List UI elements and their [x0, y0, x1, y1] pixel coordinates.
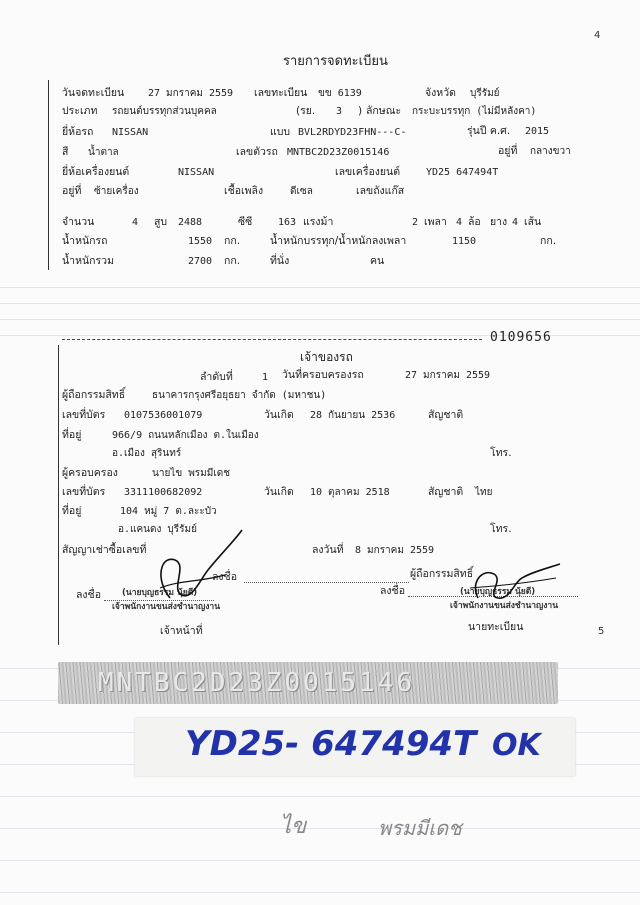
owner-sign-title: ผู้ถือกรรมสิทธิ์ [410, 568, 474, 580]
holder-addr-value: 104 หมู่ 7 ต.ละะบัว [120, 506, 217, 517]
province-value: บุรีรัมย์ [470, 88, 500, 99]
owner-card-label: เลขที่บัตร [62, 409, 106, 421]
hp-label: แรงม้า [303, 216, 334, 228]
axle-label: เพลา [424, 216, 447, 228]
engine-no-label: เลขเครื่องยนต์ [335, 166, 401, 178]
year-label: รุ่นปี ค.ศ. [467, 125, 511, 137]
chassis-loc-label: อยู่ที่ [498, 145, 518, 157]
color-value: น้ำตาล [88, 147, 119, 158]
sign-line-upper [244, 582, 409, 583]
owner-nationality-label: สัญชาติ [428, 409, 464, 421]
style-label: ลักษณะ [366, 105, 402, 117]
chassis-loc-value: กลางขวา [530, 146, 571, 157]
cyl-label: สูบ [154, 216, 168, 228]
reg-no-label: เลขทะเบียน [254, 87, 308, 99]
owner-addr2: อ.เมือง สุรินทร์ [112, 448, 182, 459]
owner-label: ผู้ถือกรรมสิทธิ์ [62, 389, 126, 401]
page-number-top: 4 [594, 30, 601, 41]
axle-value: 2 [412, 217, 419, 228]
officer-name-right: (นายบุญธรรม นุ้ยดี) [460, 587, 536, 597]
total-unit: กก. [224, 255, 241, 267]
registrar-title: นายทะเบียน [468, 621, 524, 633]
owner-card-value: 0107536001079 [124, 410, 203, 421]
chassis-value: MNTBC2D23Z0015146 [287, 147, 390, 158]
serial-number: 0109656 [490, 330, 552, 345]
sign-label-right: ลงชื่อ [380, 585, 405, 597]
pencil-first-name: ไข [280, 814, 307, 839]
holder-birth-value: 10 ตุลาคม 2518 [310, 487, 390, 498]
holder-phone-label: โทร. [490, 523, 512, 535]
fuel-value: ดีเซล [290, 186, 313, 197]
owner-addr-label: ที่อยู่ [62, 429, 82, 441]
weight-unit: กก. [224, 235, 241, 247]
holder-value: นายไข พรมมีเดช [152, 468, 231, 479]
possess-date-value: 27 มกราคม 2559 [405, 370, 491, 381]
style-value: กระบะบรรทุก (ไม่มีหลังคา) [412, 106, 537, 117]
signature-right [460, 548, 570, 608]
section2-title: เจ้าของรถ [300, 350, 353, 364]
holder-birth-label: วันเกิด [264, 486, 294, 498]
handwritten-ok: OK [492, 728, 541, 763]
fuel-label: เชื้อเพลิง [224, 185, 264, 197]
cc-value: 163 [278, 217, 297, 228]
pencil-last-name: พรมมีเดช [378, 816, 462, 840]
count-label: จำนวน [62, 216, 95, 228]
seats-unit: คน [370, 255, 385, 267]
year-value: 2015 [525, 126, 550, 137]
holder-nationality-label: สัญชาติ [428, 486, 464, 498]
handwritten-engine-no: YD25- 647494T [185, 724, 477, 764]
officer-title: เจ้าหน้าที่ [160, 625, 203, 637]
section1-title: รายการจดทะเบียน [283, 54, 388, 69]
order-value: 1 [262, 372, 269, 383]
possess-date-label: วันที่ครอบครองรถ [282, 369, 364, 381]
brand-label: ยี่ห้อรถ [62, 126, 94, 138]
chassis-label: เลขตัวรถ [236, 146, 278, 158]
tire-unit: เส้น [524, 216, 542, 228]
brand-value: NISSAN [112, 127, 149, 138]
engine-loc-value: ซ้ายเครื่อง [94, 186, 139, 197]
reg-date-label: วันจดทะเบียน [62, 87, 125, 99]
owner-value: ธนาคารกรุงศรีอยุธยา จำกัด (มหาชน) [152, 390, 327, 401]
tank-label: เลขถังแก๊ส [356, 185, 405, 197]
engine-brand-value: NISSAN [178, 167, 215, 178]
rs-close: ) [358, 105, 363, 117]
signature-left [130, 520, 260, 610]
type-value: รถยนต์บรรทุกส่วนบุคคล [112, 106, 217, 117]
load-unit: กก. [540, 235, 557, 247]
wheel-value: 4 [456, 217, 463, 228]
officer-name-left: (นายบุญธรรม นุ้ยดี) [122, 588, 198, 598]
load-label: น้ำหนักบรรทุก/น้ำหนักลงเพลา [270, 235, 407, 247]
weight-value: 1550 [188, 236, 213, 247]
sign-label-left: ลงชื่อ [76, 589, 101, 601]
reg-date-value: 27 มกราคม 2559 [148, 88, 234, 99]
contract-date-label: ลงวันที่ [312, 544, 344, 556]
tire-label: ยาง [490, 216, 508, 228]
cc-label: ซีซี [238, 216, 253, 228]
engine-no-value: YD25 647494T [426, 167, 499, 178]
holder-card-label: เลขที่บัตร [62, 486, 106, 498]
seats-label: ที่นั่ง [270, 255, 290, 267]
contract-date-value: 8 มกราคม 2559 [355, 545, 435, 556]
owner-addr-value: 966/9 ถนนหลักเมือง ต.ในเมือง [112, 430, 259, 441]
total-value: 2700 [188, 256, 213, 267]
reg-no-value: ขข 6139 [318, 88, 362, 99]
owner-birth-label: วันเกิด [264, 409, 294, 421]
wheel-label: ล้อ [468, 216, 481, 228]
total-label: น้ำหนักรวม [62, 255, 114, 267]
cyl-value: 2488 [178, 217, 203, 228]
count-value: 4 [132, 217, 139, 228]
province-label: จังหวัด [425, 87, 456, 99]
tire-value: 4 [512, 217, 519, 228]
engine-brand-label: ยี่ห้อเครื่องยนต์ [62, 166, 130, 178]
engine-loc-label: อยู่ที่ [62, 185, 82, 197]
officer-pos-left: เจ้าพนักงานขนส่งชำนาญงาน [112, 602, 221, 612]
officer-pos-right: เจ้าพนักงานขนส่งชำนาญงาน [450, 601, 559, 611]
owner-phone-label: โทร. [490, 447, 512, 459]
rs-value: 3 [336, 106, 343, 117]
rubbing-text: MNTBC2D23Z0015146 [98, 668, 416, 698]
rs-label: (รย. [296, 105, 316, 117]
sign-label-upper: ลงชื่อ [212, 571, 237, 583]
holder-card-value: 3311100682092 [124, 487, 203, 498]
section1-left-border [48, 80, 49, 270]
section2-left-border [58, 345, 59, 645]
serial-divider [62, 339, 482, 340]
weight-label: น้ำหนักรถ [62, 235, 108, 247]
load-value: 1150 [452, 236, 477, 247]
contract-label: สัญญาเช่าซื้อเลขที่ [62, 544, 147, 556]
color-label: สี [62, 146, 69, 158]
type-label: ประเภท [62, 105, 98, 117]
order-label: ลำดับที่ [200, 371, 233, 383]
holder-addr2: อ.แคนดง บุรีรัมย์ [118, 524, 197, 535]
owner-birth-value: 28 กันยายน 2536 [310, 410, 396, 421]
model-value: BVL2RDYD23FHN---C- [298, 127, 407, 138]
holder-addr-label: ที่อยู่ [62, 505, 82, 517]
chassis-rubbing [58, 662, 558, 704]
holder-nationality-value: ไทย [475, 487, 493, 498]
page-number-bottom: 5 [598, 626, 605, 637]
model-label: แบบ [270, 126, 291, 138]
holder-label: ผู้ครอบครอง [62, 467, 118, 479]
